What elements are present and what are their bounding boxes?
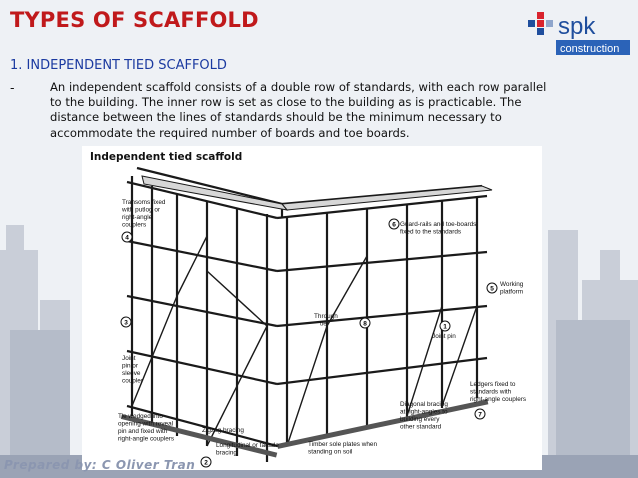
callouts [118, 199, 526, 457]
callout-working-platform: Working platform [500, 281, 524, 296]
callout-through-tie: Through tie [314, 313, 338, 328]
spk-construction-logo [526, 4, 630, 60]
marker-7: 7 [478, 411, 482, 419]
callout-sole-plates: Timber sole plates when standing on soil [308, 441, 378, 456]
callout-tie-wedged: Tie wedged into opening with reveal pin and fixed with right-angle couplers [118, 413, 175, 443]
bullet-marker: - [10, 80, 15, 95]
body-line: to the building. The inner row is set as close to the building as is practicable. The [50, 95, 522, 110]
logo-mark [528, 12, 553, 35]
marker-4: 4 [125, 234, 129, 242]
body-line: An independent scaffold consists of a double row of standards, with each row parallel [50, 80, 547, 94]
bullet-text [50, 80, 610, 141]
marker-8: 8 [363, 320, 367, 328]
body-line: accommodate the required number of boards and toe boards. [50, 125, 410, 140]
callout-diagonal-bracing: Diagonal bracing at right-angles to building every other standard [400, 401, 448, 431]
callout-zigzag-bracing: Zigzag bracing [202, 427, 244, 434]
figure-heading: Independent tied scaffold [90, 151, 243, 163]
marker-3: 3 [124, 319, 128, 327]
logo-tagline: construction [560, 43, 620, 55]
callout-ledgers: Ledgers fixed to standards with right-angle couplers [470, 381, 527, 403]
callout-guard-rails: Guard-rails and toe-boards fixed to the standards [400, 221, 477, 236]
callout-joint-pin-sleeve: Joint pin or sleeve coupler [122, 355, 143, 385]
section-subtitle: 1. INDEPENDENT TIED SCAFFOLD [10, 58, 227, 73]
scaffold-diagram [82, 146, 542, 470]
marker-1: 1 [443, 323, 447, 331]
footer-credit: Prepared by: C Oliver Tran [4, 458, 196, 472]
marker-5: 5 [490, 285, 494, 293]
marker-2: 2 [204, 459, 208, 467]
callout-joint-pin: Joint pin [432, 333, 456, 340]
callout-longitudinal-bracing: Longitudinal or facade bracing [216, 442, 279, 457]
working-platforms [142, 176, 492, 210]
body-line: distance between the lines of standards should be the minimum necessary to [50, 110, 502, 125]
marker-6: 6 [392, 221, 396, 229]
scaffold-drawing [82, 146, 542, 470]
callout-transoms: Transoms fixed with putlog or right-angle couplers [122, 199, 166, 229]
logo-name: spk [558, 13, 596, 40]
slide-title: TYPES OF SCAFFOLD [10, 8, 259, 32]
